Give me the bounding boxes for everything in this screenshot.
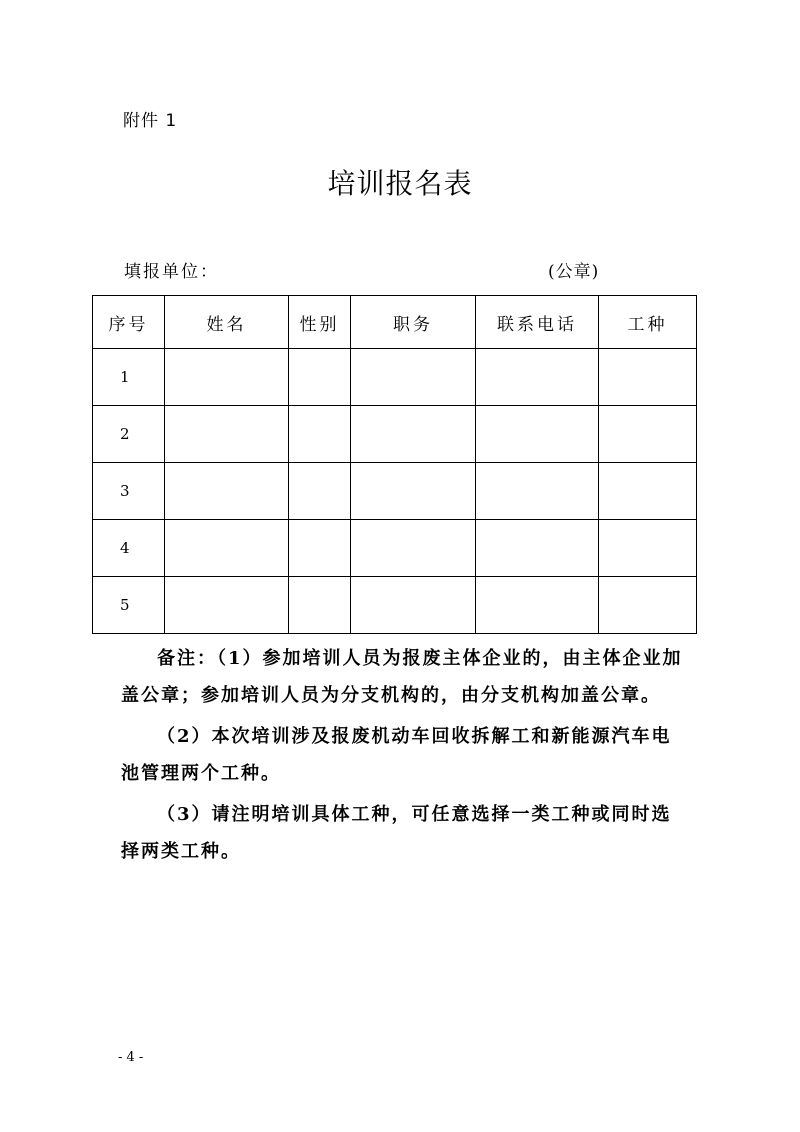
position-cell[interactable] [351, 577, 476, 634]
registration-table [92, 295, 697, 634]
note-paragraph-1: 备注：（1）参加培训人员为报废主体企业的，由主体企业加盖公章；参加培训人员为分支机构的，由分支机构加盖公章。 [121, 648, 683, 706]
filling-unit-label: 填报单位： [124, 262, 219, 282]
gender-cell[interactable] [289, 406, 351, 463]
column-header-position: 职务 [351, 296, 476, 349]
table-row [93, 577, 697, 634]
phone-cell[interactable] [476, 406, 599, 463]
name-cell[interactable] [165, 406, 289, 463]
phone-cell[interactable] [476, 349, 599, 406]
gender-cell[interactable] [289, 520, 351, 577]
page-number: - 4 - [118, 1050, 144, 1065]
row-index: 4 [93, 520, 165, 577]
phone-cell[interactable] [476, 577, 599, 634]
column-header-gender: 性别 [289, 296, 351, 349]
position-cell[interactable] [351, 406, 476, 463]
note-paragraph-2: （2）本次培训涉及报废机动车回收拆解工和新能源汽车电池管理两个工种。 [121, 726, 672, 784]
phone-cell[interactable] [476, 463, 599, 520]
position-cell[interactable] [351, 349, 476, 406]
table-row [93, 463, 697, 520]
row-index: 1 [93, 349, 165, 406]
row-index: 3 [93, 463, 165, 520]
name-cell[interactable] [165, 577, 289, 634]
phone-cell[interactable] [476, 520, 599, 577]
seal-label: (公章) [548, 262, 600, 282]
position-cell[interactable] [351, 520, 476, 577]
name-cell[interactable] [165, 349, 289, 406]
column-header-trade: 工种 [599, 296, 697, 349]
gender-cell[interactable] [289, 349, 351, 406]
table-row [93, 406, 697, 463]
table-row [93, 349, 697, 406]
form-title: 培训报名表 [327, 167, 473, 200]
trade-cell[interactable] [599, 349, 697, 406]
name-cell[interactable] [165, 520, 289, 577]
trade-cell[interactable] [599, 520, 697, 577]
trade-cell[interactable] [599, 577, 697, 634]
trade-cell[interactable] [599, 463, 697, 520]
column-header-name: 姓名 [165, 296, 289, 349]
trade-cell[interactable] [599, 406, 697, 463]
position-cell[interactable] [351, 463, 476, 520]
row-index: 5 [93, 577, 165, 634]
column-header-index: 序号 [93, 296, 165, 349]
gender-cell[interactable] [289, 577, 351, 634]
name-cell[interactable] [165, 463, 289, 520]
row-index: 2 [93, 406, 165, 463]
notes-section [121, 640, 685, 874]
gender-cell[interactable] [289, 463, 351, 520]
attachment-label: 附件 1 [123, 111, 178, 131]
column-header-phone: 联系电话 [476, 296, 599, 349]
note-paragraph-3: （3）请注明培训具体工种，可任意选择一类工种或同时选择两类工种。 [121, 804, 672, 862]
table-header-row [93, 296, 697, 349]
table-row [93, 520, 697, 577]
